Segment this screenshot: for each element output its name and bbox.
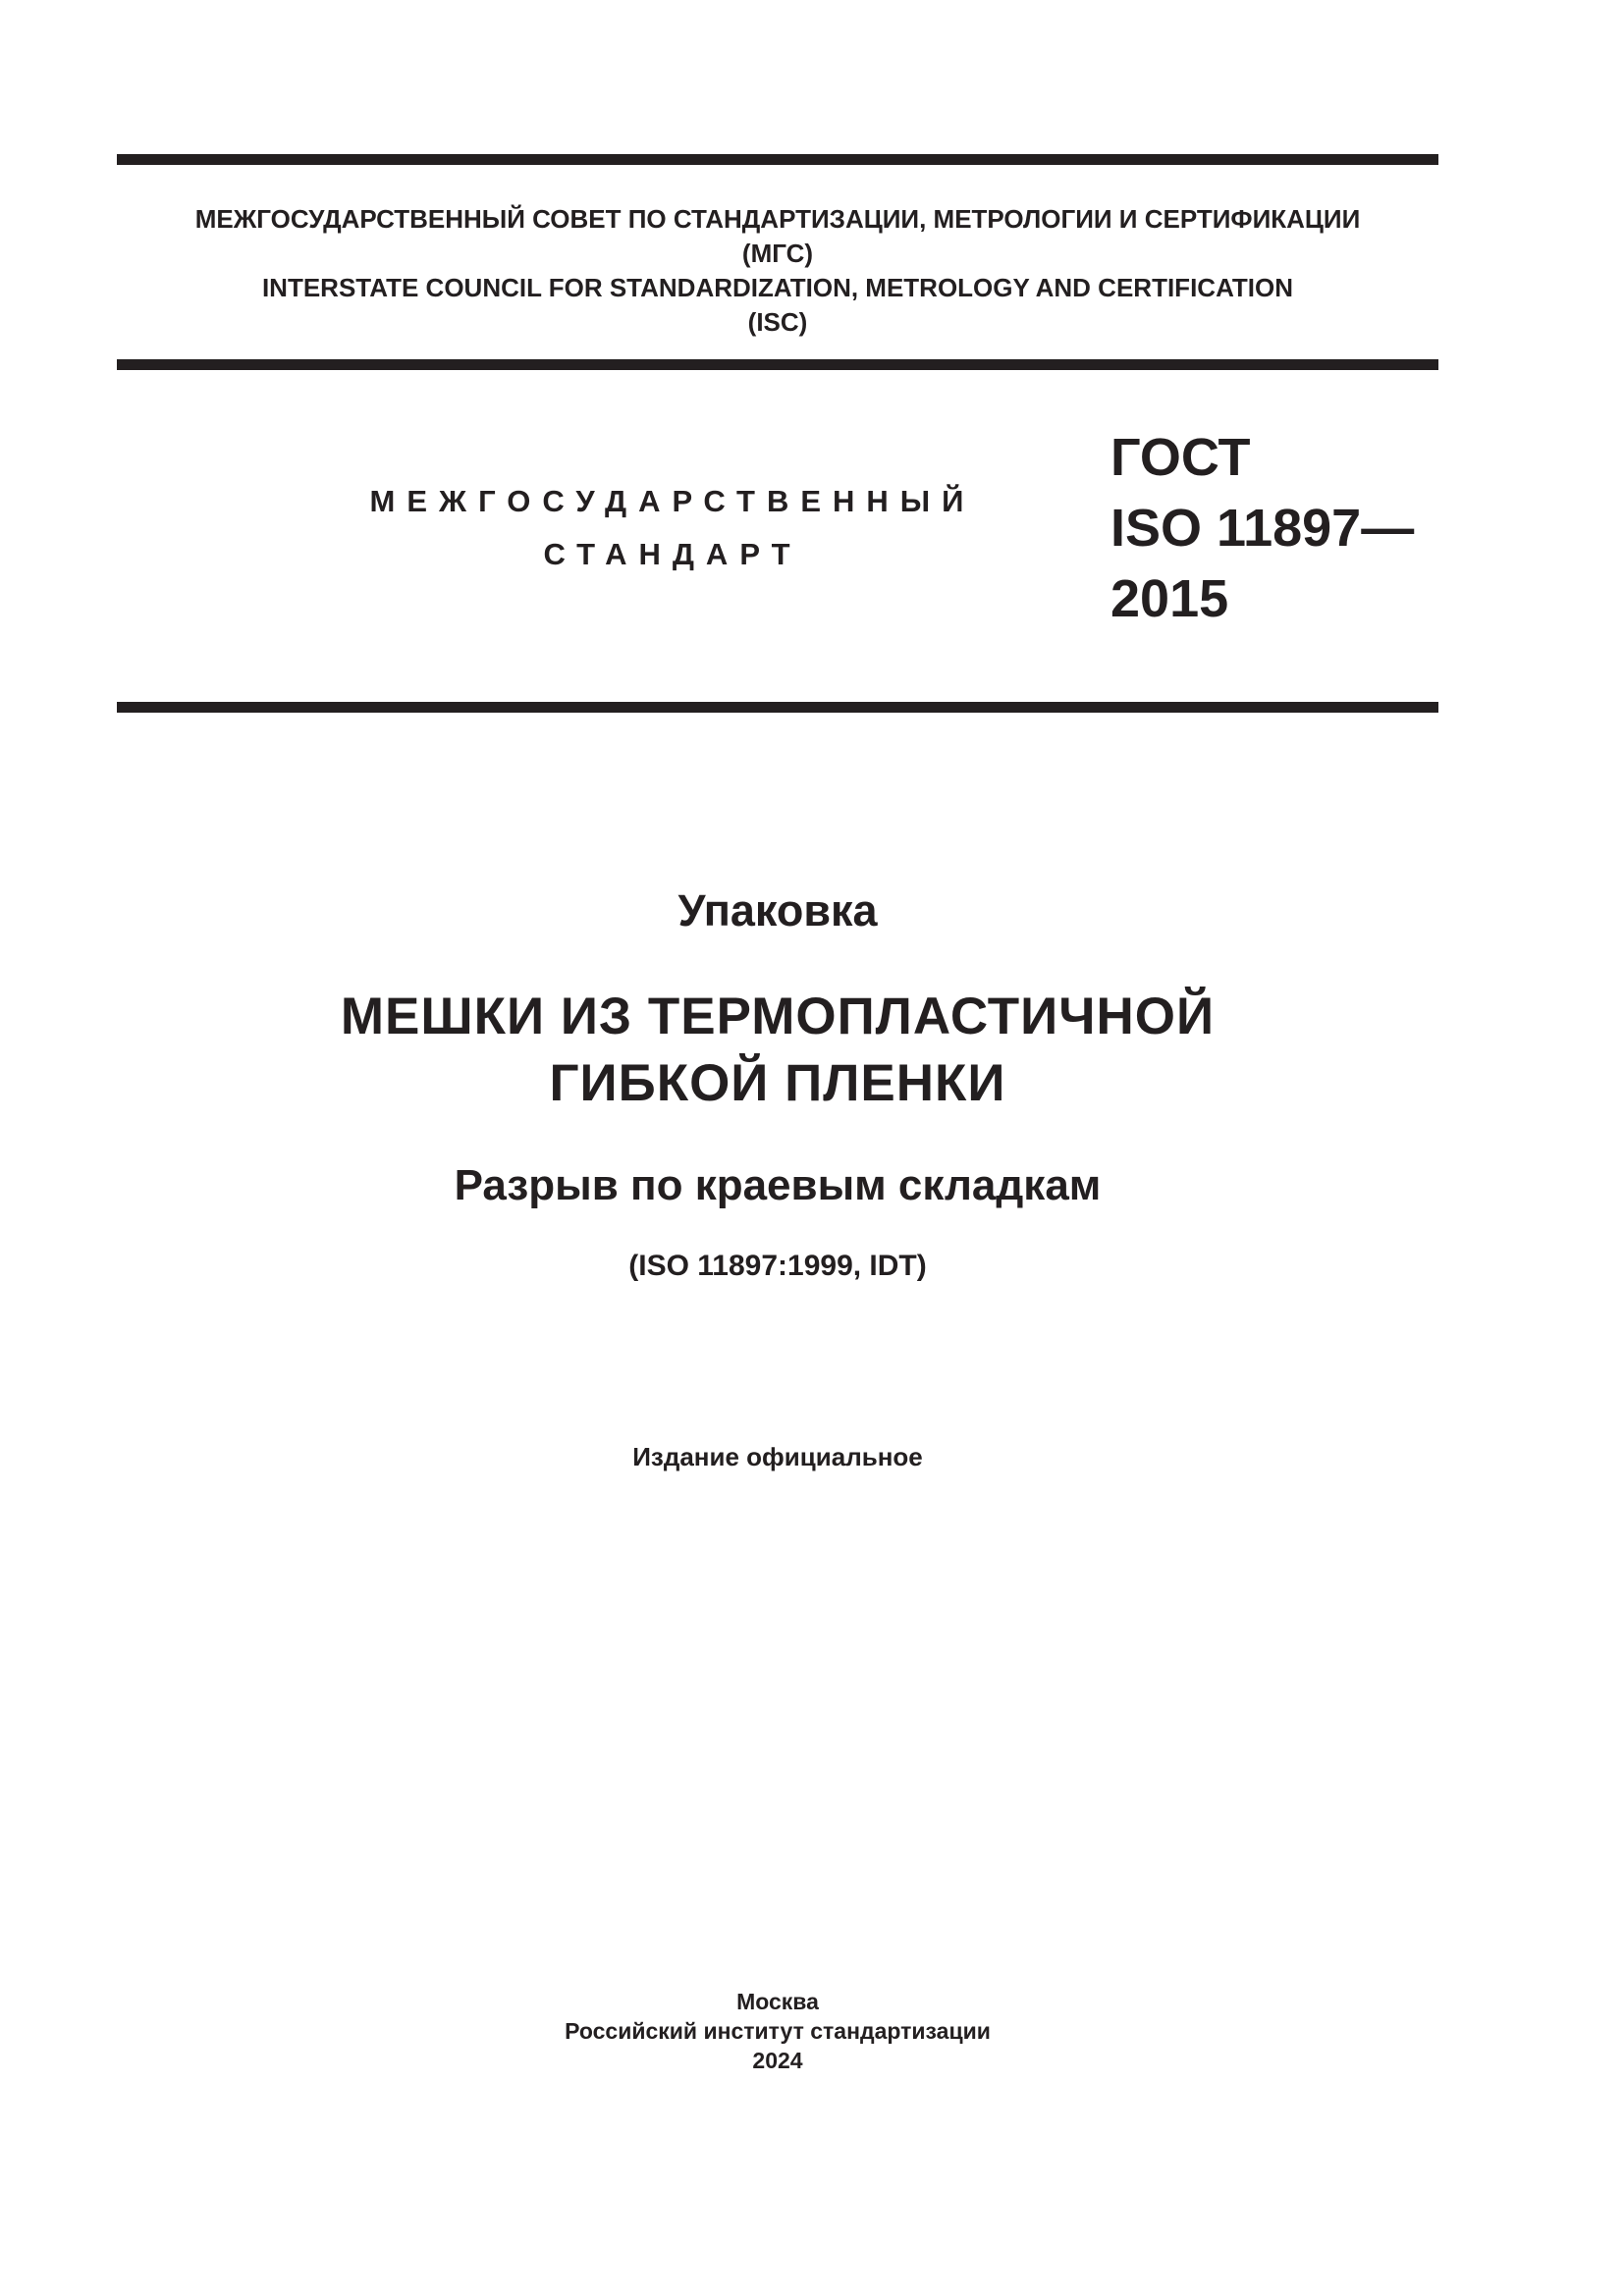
council-abbr-ru: (МГС): [741, 239, 814, 268]
top-rule: [117, 154, 1438, 165]
middle-rule: [117, 359, 1438, 370]
council-abbr-en: (ISC): [747, 307, 808, 337]
council-name-en: INTERSTATE COUNCIL FOR STANDARDIZATION, METROLOGY AND CERTIFICATION: [261, 273, 1294, 302]
designation-line1: ГОСТ: [1110, 428, 1251, 487]
standard-designation: [1110, 422, 1414, 634]
iso-reference: (ISO 11897:1999, IDT): [628, 1250, 927, 1282]
publisher-block: [117, 1987, 1438, 2075]
publisher-city: Москва: [736, 1989, 819, 2014]
publisher-year: 2024: [752, 2048, 803, 2073]
bottom-rule: [117, 702, 1438, 713]
standard-type-line2: СТАНДАРТ: [543, 537, 802, 571]
designation-line3: 2015: [1110, 569, 1229, 628]
page-title: [117, 984, 1438, 1117]
edition-label: Издание официальное: [632, 1442, 923, 1471]
standard-type-line1: МЕЖГОСУДАРСТВЕННЫЙ: [369, 484, 976, 518]
publisher-name: Российский институт стандартизации: [565, 2018, 991, 2044]
title-main-line1: МЕШКИ ИЗ ТЕРМОПЛАСТИЧНОЙ: [340, 988, 1216, 1045]
standard-type: [324, 475, 1021, 581]
title-subtitle: Разрыв по краевым складкам: [454, 1161, 1102, 1209]
designation-line2: ISO 11897—: [1110, 499, 1415, 558]
title-main-line2: ГИБКОЙ ПЛЕНКИ: [549, 1054, 1006, 1112]
title-category: Упаковка: [677, 885, 878, 935]
council-header: [117, 202, 1438, 340]
council-name-ru: МЕЖГОСУДАРСТВЕННЫЙ СОВЕТ ПО СТАНДАРТИЗАЦИИ, МЕТРОЛОГИИ И СЕРТИФИКАЦИИ: [194, 204, 1361, 234]
